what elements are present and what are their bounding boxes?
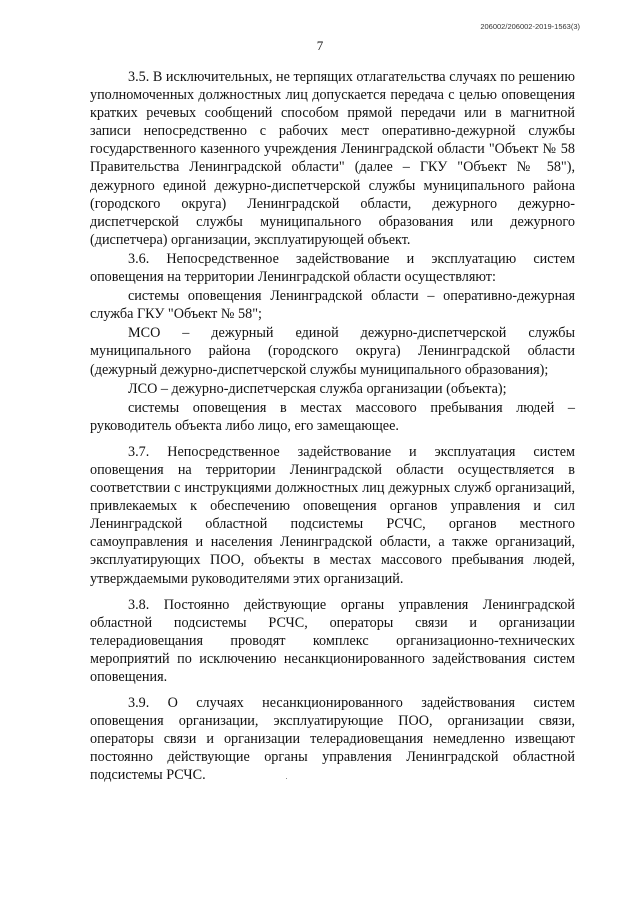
paragraph-3-7: 3.7. Непосредственное задействование и эксплуатация систем оповещения на территории Ленинградской области осуществляется в соответствии с инструкциями должностных лиц дежурных служб организаций, привлекаемых к обеспечению оповещения органов управления и сил Ленинградской областной подсистемы РСЧС, органов местного самоуправления и населения Ленинградской области, а также организаций, эксплуатирующих ПОО, объекты в местах массового пребывания людей, утверждаемыми руководителями этих организаций.	[90, 443, 575, 587]
paragraph-3-6: 3.6. Непосредственное задействование и эксплуатацию систем оповещения на территории Ленинградской области осуществляют:	[90, 250, 575, 286]
scan-speck	[286, 778, 287, 779]
list-item-lso: ЛСО – дежурно-диспетчерская служба организации (объекта);	[128, 380, 507, 397]
paragraph-3-9: 3.9. О случаях несанкционированного задействования систем оповещения организации, эксплуатирующие ПОО, организации связи, операторы связи и организации телерадиовещания немедленно извещают постоянно действующие органы управления Ленинградской областной подсистемы РСЧС.	[90, 695, 575, 784]
paragraph-3-5: 3.5. В исключительных, не терпящих отлагательства случаях по решению уполномоченных должностных лиц допускается передача с целью оповещения кратких речевых сообщений способом прямой передачи или в магнитной записи непосредственно с рабочих мест оперативно-дежурной службы государственного казенного учреждения Ленинградской области "Объект № 58 Правительства Ленинградской области" (далее – ГКУ "Объект № 58"), дежурного единой дежурно-диспетчерской службы муниципального района (городского округа) Ленинградской области, дежурного дежурно-диспетчерской службы муниципального образования или дежурного (диспетчера) организации, эксплуатирующей объект.	[90, 69, 575, 248]
document-body	[90, 68, 575, 786]
paragraph-3-8: 3.8. Постоянно действующие органы управления Ленинградской областной подсистемы РСЧС, операторы связи и организации телерадиовещания проводят комплекс организационно-технических мероприятий по исключению несанкционированного задействования систем оповещения.	[90, 596, 575, 685]
list-item-regional-system: системы оповещения Ленинградской области – оперативно-дежурная служба ГКУ "Объект № 58";	[90, 288, 575, 323]
document-id: 206002/206002-2019-1563(3)	[480, 22, 580, 31]
list-item-mso: МСО – дежурный единой дежурно-диспетчерской службы муниципального района (городского округа) Ленинградской области (дежурный дежурно-диспетчерской службы муниципального образования);	[90, 325, 575, 378]
page-number: 7	[316, 38, 324, 53]
list-item-mass-gathering: системы оповещения в местах массового пребывания людей – руководитель объекта либо лицо, его замещающее.	[90, 399, 575, 434]
